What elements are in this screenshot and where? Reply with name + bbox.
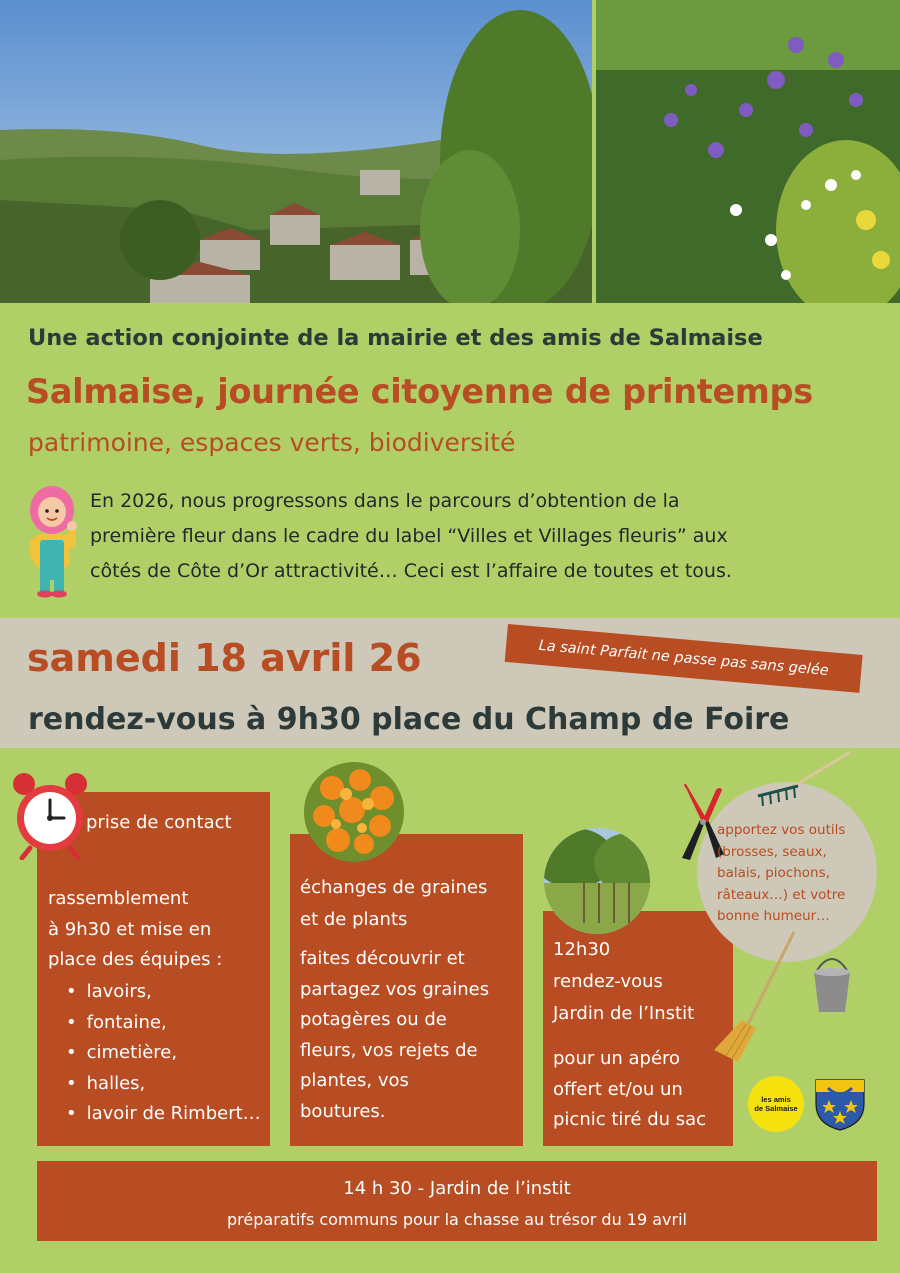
iris-flowers-photo [596, 0, 900, 303]
event-date: samedi 18 avril 26 [27, 636, 422, 680]
tools-line: bonne humeur… [717, 908, 830, 924]
bucket-icon [810, 950, 854, 1014]
lunch-card-heading-line: Jardin de l’Instit [553, 1003, 695, 1024]
tools-line: balais, piochons, [717, 865, 830, 881]
meeting-point: rendez-vous à 9h30 place du Champ de Foire [28, 702, 790, 737]
rake-icon [754, 748, 854, 812]
list-item: • fontaine, [66, 1008, 261, 1039]
contact-card-line: à 9h30 et mise en [48, 918, 212, 940]
lunch-card-heading [553, 934, 694, 1030]
village-landscape-photo [0, 0, 592, 303]
list-item: • halles, [66, 1069, 261, 1100]
intro-line: première fleur dans le cadre du label “Villes et Villages fleuris” aux [90, 525, 728, 547]
organizers-subtitle: Une action conjointe de la mairie et des amis de Salmaise [28, 325, 763, 351]
tools-text [717, 820, 845, 928]
contact-card-heading: prise de contact [86, 812, 232, 833]
contact-card-line: rassemblement [48, 888, 189, 909]
lunch-card-line: pour un apéro [553, 1048, 681, 1069]
seed-card-line: plantes, vos [300, 1070, 409, 1091]
seed-card-heading-line: échanges de graines [300, 877, 488, 898]
seed-card-line: boutures. [300, 1100, 386, 1122]
seed-card-heading [300, 872, 487, 936]
logo-text: les amis [761, 1095, 791, 1104]
list-item: • lavoirs, [66, 977, 261, 1008]
event-tagline: patrimoine, espaces verts, biodiversité [28, 428, 516, 457]
alarm-clock-icon [10, 770, 90, 860]
afternoon-banner [37, 1161, 877, 1241]
tools-line: râteaux…) et votre [717, 886, 846, 903]
contact-card-line: place des équipes : [48, 949, 223, 970]
team-locations-list [66, 977, 261, 1130]
afternoon-activity: préparatifs communs pour la chasse au trésor du 19 avril [227, 1210, 687, 1229]
seed-card-line: fleurs, vos rejets de [300, 1039, 478, 1061]
tools-line: apportez vos outils [717, 822, 846, 838]
garden-photo [544, 828, 650, 934]
seed-card-line: potagères ou de [300, 1009, 447, 1030]
poppy-flowers-image [302, 760, 407, 865]
logo-text: de Salmaise [754, 1104, 798, 1113]
amis-de-salmaise-logo [748, 1076, 804, 1132]
list-item: • lavoir de Rimbert… [66, 1099, 261, 1130]
afternoon-time-place: 14 h 30 - Jardin de l’instit [343, 1178, 571, 1199]
list-item: • cimetière, [66, 1038, 261, 1069]
contact-card-body [48, 884, 222, 976]
seed-card-body [300, 944, 489, 1127]
lunch-card-line: picnic tiré du sac [553, 1109, 707, 1130]
seed-card-line: partagez vos graines [300, 978, 490, 1000]
broom-icon [708, 928, 804, 1064]
intro-line: côtés de Côte d’Or attractivité… Ceci est l’affaire de toutes et tous. [90, 560, 732, 582]
girl-mascot-icon [20, 482, 84, 598]
tools-line: (brosses, seaux, [717, 843, 827, 860]
lunch-card-body [553, 1044, 706, 1136]
lunch-card-heading-line: rendez-vous [553, 971, 663, 992]
lunch-card-line: offert et/ou un [553, 1078, 683, 1100]
seed-card-line: faites découvrir et [300, 948, 465, 969]
intro-paragraph [90, 484, 880, 589]
salmaise-coat-of-arms-icon [814, 1078, 866, 1132]
intro-line: En 2026, nous progressons dans le parcours d’obtention de la [90, 490, 680, 512]
event-title: Salmaise, journée citoyenne de printemps [26, 372, 813, 411]
seed-card-heading-line: et de plants [300, 909, 408, 930]
proverb-banner: La saint Parfait ne passe pas sans gelée [505, 624, 863, 693]
lunch-card-heading-line: 12h30 [553, 939, 611, 960]
